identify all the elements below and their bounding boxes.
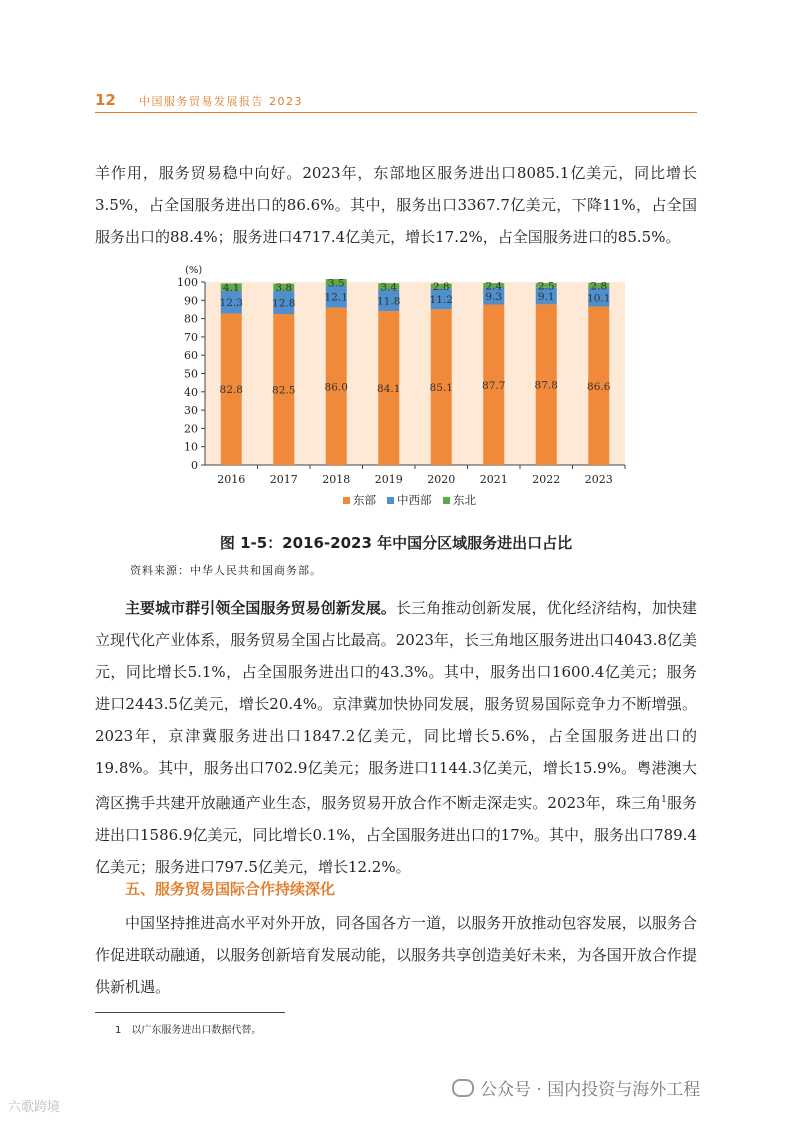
wechat-watermark xyxy=(452,1075,700,1100)
data-label: 12.8 xyxy=(272,297,296,310)
y-tick-label: 20 xyxy=(184,422,198,436)
data-label: 11.2 xyxy=(429,294,453,307)
footnote-divider xyxy=(95,1012,285,1013)
x-tick-label: 2019 xyxy=(374,473,403,486)
running-title: 中国服务贸易发展报告 2023 xyxy=(139,95,303,108)
legend-swatch xyxy=(387,497,394,504)
watermark-text: 公众号 · 国内投资与海外工程 xyxy=(480,1080,701,1100)
data-label: 12.3 xyxy=(219,297,243,310)
y-tick-label: 60 xyxy=(184,349,198,363)
legend-swatch xyxy=(343,497,350,504)
legend-swatch xyxy=(443,497,450,504)
data-label: 86.0 xyxy=(324,381,348,394)
paragraph-east-region: 羊作用，服务贸易稳中向好。2023年，东部地区服务进出口8085.1亿美元，同比增长3.5%，占全国服务进出口的86.6%。其中，服务出口3367.7亿美元，下降11%，占全国服务出口的88.4%；服务进口4717.4亿美元，增长17.2%，占全国服务进口的85.5%。 xyxy=(95,164,697,246)
y-tick-label: 50 xyxy=(184,367,198,381)
x-tick-label: 2017 xyxy=(269,473,298,486)
legend-label: 东部 xyxy=(353,493,376,507)
x-tick-label: 2016 xyxy=(217,473,246,486)
y-tick-label: 80 xyxy=(184,312,198,326)
data-label: 9.1 xyxy=(537,290,555,303)
regional-share-chart xyxy=(175,262,635,524)
data-label: 10.1 xyxy=(587,292,611,305)
y-tick-label: 70 xyxy=(184,330,198,344)
data-label: 3.8 xyxy=(275,282,293,295)
data-label: 2.4 xyxy=(485,280,503,293)
paragraph-cooperation: 中国坚持推进高水平对外开放，同各国各方一道，以服务开放推动包容发展，以服务合作促进联动融通，以服务创新培育发展动能，以服务共享创造美好未来，为各国开放合作提供新机遇。 xyxy=(95,914,697,996)
paragraph-text-a: 长三角推动创新发展，优化经济结构，加快建立现代化产业体系，服务贸易全国占比最高。2023年，长三角地区服务进出口4043.8亿美元，同比增长5.1%，占全国服务进出口的43.3%。其中，服务出口1600.4亿美元；服务进口2443.5亿美元，增长20.4%。京津冀加快协同发展，服务贸易国际竞争力不断增强。2023年，京津冀服务进出口1847.2亿美元，同比增长5.6%，占全国服务进出口的19.8%。其中，服务出口702.9亿美元；服务进口1144.3亿美元，增长15.9%。粤港澳大湾区携手共建开放融通产业生态，服务贸易开放合作不断走深走实。2023年，珠三角 xyxy=(95,599,697,812)
data-label: 87.8 xyxy=(534,379,558,392)
y-tick-label: 100 xyxy=(177,276,198,289)
data-label: 11.8 xyxy=(377,295,401,308)
data-label: 3.4 xyxy=(380,281,398,294)
y-tick-label: 30 xyxy=(184,404,198,418)
data-label: 82.5 xyxy=(272,384,296,397)
footnote-ref: 1 xyxy=(661,795,667,805)
data-label: 84.1 xyxy=(377,383,401,396)
footnote: 1 以广东服务进出口数据代替。 xyxy=(115,1025,262,1036)
x-tick-label: 2023 xyxy=(584,473,613,486)
data-label: 12.1 xyxy=(324,291,348,304)
page-header xyxy=(95,90,697,113)
source-note: 资料来源：中华人民共和国商务部。 xyxy=(130,564,322,577)
data-label: 2.5 xyxy=(537,280,555,293)
y-axis-unit: (%) xyxy=(185,265,203,276)
y-tick-label: 10 xyxy=(184,440,198,454)
data-label: 3.5 xyxy=(327,277,345,290)
wechat-icon xyxy=(452,1079,474,1097)
data-label: 4.1 xyxy=(222,282,240,295)
x-tick-label: 2018 xyxy=(322,473,351,486)
data-label: 9.3 xyxy=(485,290,503,303)
paragraph-text-b: 服务进出口1586.9亿美元，同比增长0.1%，占全国服务进出口的17%。其中，服务出口789.4亿美元；服务进口797.5亿美元，增长12.2%。 xyxy=(95,794,697,876)
paragraph-lead: 主要城市群引领全国服务贸易创新发展。 xyxy=(125,599,396,617)
y-tick-label: 90 xyxy=(184,294,198,308)
data-label: 87.7 xyxy=(482,379,506,392)
y-tick-label: 40 xyxy=(184,385,198,399)
corner-watermark: 六歌跨境 xyxy=(8,1100,61,1115)
data-label: 86.6 xyxy=(587,380,611,393)
figure-caption: 图 1-5：2016-2023 年中国分区域服务进出口占比 xyxy=(219,534,573,552)
plot-background xyxy=(205,282,625,465)
legend-label: 中西部 xyxy=(397,493,432,507)
data-label: 2.8 xyxy=(432,281,450,294)
x-tick-label: 2022 xyxy=(532,473,561,486)
data-label: 82.8 xyxy=(219,384,243,397)
paragraph-city-clusters xyxy=(95,592,697,883)
section-heading: 五、服务贸易国际合作持续深化 xyxy=(125,880,336,898)
x-tick-label: 2021 xyxy=(479,473,508,486)
x-tick-label: 2020 xyxy=(427,473,456,486)
legend-label: 东北 xyxy=(453,493,476,507)
y-tick-label: 0 xyxy=(191,459,198,472)
data-label: 2.8 xyxy=(590,280,608,293)
data-label: 85.1 xyxy=(429,382,453,395)
page-number: 12 xyxy=(95,91,116,109)
